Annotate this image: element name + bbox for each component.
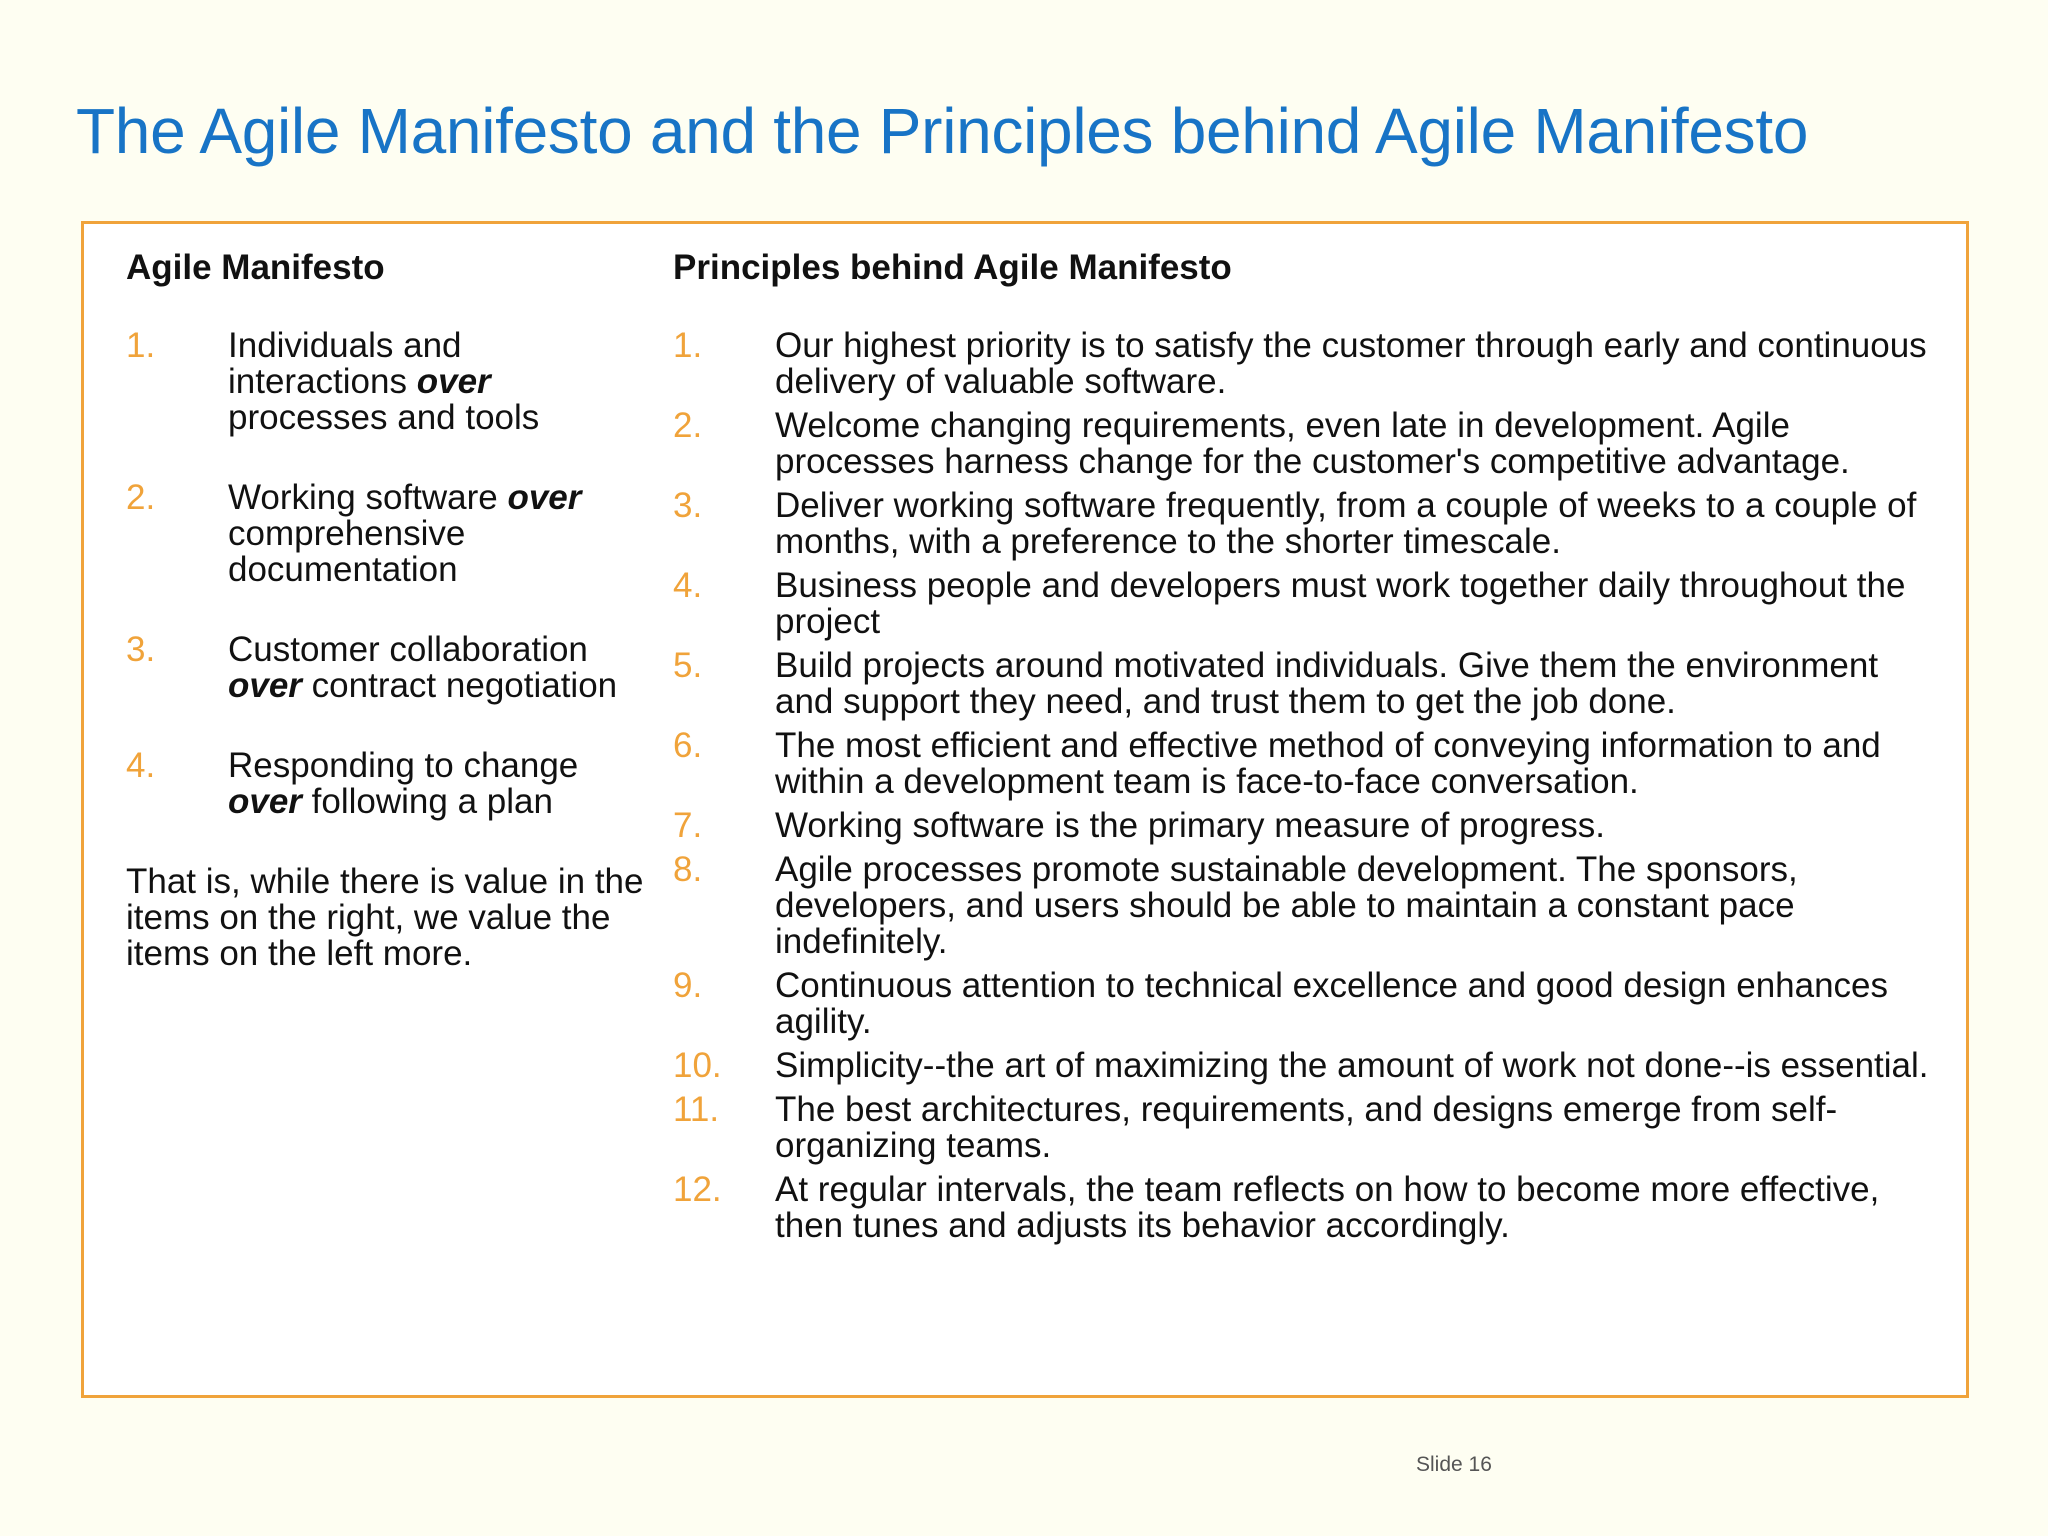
principle-item <box>673 488 1933 560</box>
principle-text: The best architectures, requirements, and designs emerge from self-organizing teams. <box>775 1090 1838 1165</box>
list-number: 1. <box>673 326 703 365</box>
principle-text: Continuous attention to technical excellence and good design enhances agility. <box>775 966 1889 1041</box>
list-number: 3. <box>126 630 156 669</box>
principle-text: At regular intervals, the team reflects on how to become more effective, then tunes and adjusts its behavior accordingly. <box>775 1170 1880 1245</box>
list-number: 5. <box>673 646 703 685</box>
principle-text: Our highest priority is to satisfy the customer through early and continuous delivery of valuable software. <box>775 326 1927 401</box>
list-number: 6. <box>673 726 703 765</box>
manifesto-item-text: Working software <box>228 478 508 517</box>
list-number: 4. <box>126 746 156 785</box>
principle-item <box>673 1048 1933 1084</box>
principles-list <box>673 328 1933 1244</box>
principle-item <box>673 1172 1933 1244</box>
manifesto-item <box>126 480 646 588</box>
manifesto-item <box>126 632 646 704</box>
manifesto-list <box>126 328 646 820</box>
principle-item <box>673 1092 1933 1164</box>
principle-text: Simplicity--the art of maximizing the amount of work not done--is essential. <box>775 1046 1929 1085</box>
slide-number: Slide 16 <box>1416 1453 1492 1476</box>
list-number: 4. <box>673 566 703 605</box>
slide-title: The Agile Manifesto and the Principles behind Agile Manifesto <box>76 95 1809 167</box>
principles-column <box>673 246 1933 1252</box>
content-frame <box>81 221 1969 1398</box>
manifesto-item-text: Individuals and interactions <box>228 326 462 401</box>
manifesto-heading: Agile Manifesto <box>126 248 385 287</box>
principle-item <box>673 648 1933 720</box>
manifesto-keyword: over <box>507 478 582 517</box>
manifesto-keyword: over <box>228 782 302 821</box>
principle-item <box>673 968 1933 1040</box>
list-number: 10. <box>673 1046 722 1085</box>
manifesto-item-text: following a plan <box>301 782 553 821</box>
principle-text: Business people and developers must work together daily throughout the project <box>775 566 1906 641</box>
list-number: 12. <box>673 1170 722 1209</box>
list-number: 9. <box>673 966 703 1005</box>
principle-text: Working software is the primary measure of progress. <box>775 806 1605 845</box>
manifesto-keyword: over <box>228 666 302 705</box>
principles-heading: Principles behind Agile Manifesto <box>673 248 1232 287</box>
principle-item <box>673 808 1933 844</box>
manifesto-item-text: Responding to change <box>228 746 579 785</box>
principle-item <box>673 568 1933 640</box>
list-number: 1. <box>126 326 156 365</box>
principle-text: Build projects around motivated individuals. Give them the environment and support they need, and trust them to get the job done. <box>775 646 1879 721</box>
manifesto-item-text: comprehensive documentation <box>228 514 466 589</box>
list-number: 11. <box>673 1090 720 1129</box>
principle-text: Welcome changing requirements, even late in development. Agile processes harness change for the customer's competitive advantage. <box>775 406 1850 481</box>
list-number: 2. <box>673 406 703 445</box>
principle-text: The most efficient and effective method of conveying information to and within a development team is face-to-face conversation. <box>775 726 1881 801</box>
principle-item <box>673 328 1933 400</box>
list-number: 2. <box>126 478 156 517</box>
manifesto-item <box>126 328 646 436</box>
manifesto-item <box>126 748 646 820</box>
manifesto-column <box>126 246 646 972</box>
principle-item <box>673 408 1933 480</box>
manifesto-item-text: processes and tools <box>228 398 540 437</box>
principle-item <box>673 728 1933 800</box>
list-number: 8. <box>673 850 703 889</box>
manifesto-item-text: Customer collaboration <box>228 630 588 669</box>
principle-text: Deliver working software frequently, from a couple of weeks to a couple of months, with a preference to the shorter timescale. <box>775 486 1917 561</box>
manifesto-item-text: contract negotiation <box>301 666 618 705</box>
list-number: 3. <box>673 486 703 525</box>
list-number: 7. <box>673 806 703 845</box>
manifesto-closing-note: That is, while there is value in the items on the right, we value the items on the left more. <box>126 862 644 973</box>
principle-item <box>673 852 1933 960</box>
manifesto-keyword: over <box>416 362 491 401</box>
principle-text: Agile processes promote sustainable development. The sponsors, developers, and users should be able to maintain a constant pace indefinitely. <box>775 850 1798 961</box>
